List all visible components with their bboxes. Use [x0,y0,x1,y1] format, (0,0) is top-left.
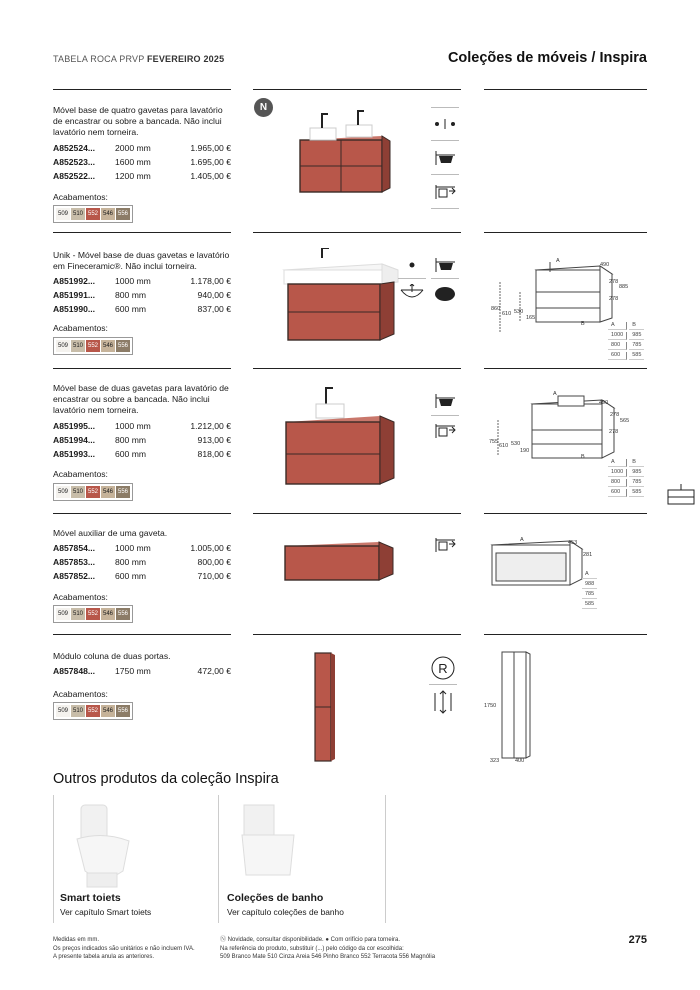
countertop-basin-icon [431,141,459,175]
product-price: 710,00 € [197,571,231,581]
footer-notes [53,936,195,962]
cell: B [629,322,644,330]
table-row [608,342,644,350]
swatch-556: 556 [116,608,130,620]
dim-610: 610 [499,443,509,449]
cell: 785 [629,342,644,350]
cell: 585 [582,601,597,609]
divider [484,232,647,233]
swatch-552: 552 [86,608,100,620]
badge-label: N [259,102,268,113]
product-code: A851993... [53,449,96,459]
product-price: 472,00 € [197,666,231,676]
footer-note: Medidas em mm. [53,937,100,943]
washbasin-icon [398,279,426,309]
swatch-510: 510 [71,208,85,220]
swatch-556: 556 [116,340,130,352]
dim-width: 323 [490,758,500,764]
product-code: A851992... [53,276,96,286]
swatch-552: 552 [86,486,100,498]
swatch-546: 546 [101,486,115,498]
table-row [53,419,231,433]
dim-depth: 490 [599,400,609,406]
cell: 1000 [608,332,627,340]
cell: 600 [608,352,627,360]
product-description: Unik - Móvel base de duas gavetas e lavatório em Fineceramic®. Não inclui torneira. [53,250,230,271]
dim-a: A [556,258,560,264]
product-description: Móvel auxiliar de uma gaveta. [53,528,168,538]
divider [484,368,647,369]
inset-basin-icon [431,175,459,209]
product-code: A852522... [53,171,96,181]
finish-swatches [53,205,133,223]
table-row [53,169,231,183]
product-code: A852523... [53,157,96,167]
table-row [608,332,644,340]
countertop-basin-icon [431,386,459,416]
product-size: 800 mm [115,557,147,567]
cell: 800 [608,479,627,487]
product-price: 1.695,00 € [190,157,231,167]
dim-a: A [520,537,524,543]
footer-note: Os preços indicados são unitários e não incluem IVA. [53,945,195,952]
cell: 600 [608,489,627,497]
cell: 785 [629,479,644,487]
divider [53,513,231,514]
swatch-552: 552 [86,340,100,352]
finishes-label: Acabamentos: [53,469,108,479]
vanity-image [282,384,412,488]
page-title: Coleções de móveis / Inspira [447,50,647,66]
finish-swatches [53,337,133,355]
product-price: 800,00 € [197,557,231,567]
feature-icons [429,651,457,719]
tap-hole-icon [398,252,426,279]
product-price: 1.005,00 € [190,543,231,553]
product-price: 837,00 € [197,304,231,314]
finish-swatches [53,702,133,720]
dim-190: 190 [520,448,530,454]
product-size: 800 mm [115,435,147,445]
divider [253,232,461,233]
svg-text:R: R [438,660,448,676]
swatch-546: 546 [101,705,115,717]
furniture-section-icon [666,484,696,506]
product-code: A852524... [53,143,96,153]
table-row [582,591,597,599]
table-row [582,571,597,579]
product-code: A851990... [53,304,96,314]
cell: A [582,571,597,579]
dim-height-total: 565 [620,418,630,424]
dim-278-top: 278 [609,279,619,285]
cell: 585 [629,489,644,497]
cell: 985 [629,469,644,477]
divider [484,89,647,90]
divider [253,368,461,369]
cell: 985 [629,332,644,340]
tap-hole-icon [431,107,459,141]
cell: 800 [608,342,627,350]
vanity-image [290,108,400,193]
page-number: 275 [628,934,647,946]
price-table [53,664,231,678]
swatch-510: 510 [71,705,85,717]
divider [253,634,461,635]
swatch-510: 510 [71,608,85,620]
product-price: 1.178,00 € [190,276,231,286]
cell: 785 [582,591,597,599]
product-description: Móvel base de quatro gavetas para lavatório de encastrar ou sobre a bancada. Não inclui lavatório nem torneira. [53,105,223,137]
feature-icons-b [431,252,459,309]
product-code: A857854... [53,543,96,553]
swatch-510: 510 [71,340,85,352]
product-size: 800 mm [115,290,147,300]
dim-610: 610 [502,311,512,317]
column-unit-image [313,651,337,763]
dim-755: 755 [489,439,499,445]
product-code: A851995... [53,421,96,431]
divider [484,634,647,635]
divider [253,89,461,90]
product-code: A851991... [53,290,96,300]
price-table [53,541,231,583]
dim-b: B [581,321,585,327]
divider [53,368,231,369]
table-row [53,555,231,569]
product-size: 1750 mm [115,666,151,676]
product-size: 1200 mm [115,171,151,181]
product-price: 818,00 € [197,449,231,459]
product-price: 1.405,00 € [190,171,231,181]
product-price: 1.212,00 € [190,421,231,431]
dimension-table [606,457,646,499]
divider [484,513,647,514]
finishes-label: Acabamentos: [53,689,108,699]
product-size: 2000 mm [115,143,151,153]
dim-278-bottom: 278 [609,296,619,302]
table-row [608,479,644,487]
feature-icons [431,107,459,209]
product-size: 1000 mm [115,421,151,431]
product-size: 1600 mm [115,157,151,167]
swatch-552: 552 [86,208,100,220]
swatch-556: 556 [116,486,130,498]
swatch-546: 546 [101,340,115,352]
product-price: 913,00 € [197,435,231,445]
legend-line: Ⓝ Novidade, consultar disponibilidade. ● Com orifício para torneira. [220,937,401,943]
reversible-icon [429,651,457,685]
card-title: Coleções de banho [227,892,324,904]
dim-860: 860 [491,306,501,312]
swatch-509: 509 [56,486,70,498]
dimension-table [580,569,599,611]
divider [253,513,461,514]
feature-icons-a [398,252,426,309]
toilet-image [238,801,298,891]
product-description: Móvel base de duas gavetas para lavatório de encastrar ou sobre a bancada. Não inclui lavatório nem torneira. [53,383,229,415]
dim-165: 165 [526,315,536,321]
header-left [53,54,224,64]
finishes-label: Acabamentos: [53,192,108,202]
dimension-table [606,320,646,362]
table-row [53,274,231,288]
toilet-image [73,801,133,891]
dim-a: A [553,391,557,397]
dim-height-total: 885 [619,284,629,290]
table-row [608,469,644,477]
table-row [53,288,231,302]
table-row [53,302,231,316]
cell: 988 [582,581,597,589]
auxiliary-unit-image [283,538,398,583]
dim-depth: 400 [515,758,525,764]
table-row [582,601,597,609]
dim-530: 530 [511,441,521,447]
product-code: A857853... [53,557,96,567]
header-date: FEVEREIRO 2025 [146,54,225,64]
footer-note: A presente tabela anula as anteriores. [53,954,155,960]
swatch-556: 556 [116,705,130,717]
price-table [53,141,231,183]
table-row [53,141,231,155]
card-left-border [53,795,54,923]
depth-icon [431,279,459,309]
technical-drawing [496,648,536,763]
card-subtitle: Ver capítulo coleções de banho [227,907,344,917]
table-row [608,322,644,330]
dim-530: 530 [514,309,524,315]
product-card-smart-toilets[interactable] [53,795,219,923]
product-size: 600 mm [115,304,147,314]
swatch-510: 510 [71,486,85,498]
finish-swatches [53,605,133,623]
header-prefix: TABELA ROCA PRVP [53,54,145,64]
price-table [53,419,231,461]
divider [53,232,231,233]
price-table [53,274,231,316]
dim-depth: 453 [568,540,578,546]
table-row [53,433,231,447]
legend-line: Na referência do produto, substituir (...) pelo código da cor escolhida: [220,945,404,952]
finish-swatches [53,483,133,501]
finishes-label: Acabamentos: [53,323,108,333]
height-icon [429,685,457,719]
divider [53,89,231,90]
table-row [582,581,597,589]
card-subtitle: Ver capítulo Smart toiets [60,907,152,917]
swatch-556: 556 [116,208,130,220]
table-row [608,459,644,467]
swatch-509: 509 [56,208,70,220]
product-size: 1000 mm [115,543,151,553]
vanity-image [282,248,412,343]
table-row [608,352,644,360]
table-row [53,541,231,555]
dim-height: 281 [583,552,593,558]
dim-278-bottom: 278 [609,429,619,435]
legend-line: 509 Branco Mate 510 Cinza Areia 546 Pinho Branco 552 Terracota 556 Magnólia [220,954,436,960]
feature-icons [431,531,459,559]
product-code: A851994... [53,435,96,445]
product-size: 600 mm [115,571,147,581]
product-price: 1.965,00 € [190,143,231,153]
finishes-label: Acabamentos: [53,592,108,602]
dim-b: B [581,454,585,460]
cell: 585 [629,352,644,360]
dim-height: 1750 [484,703,497,709]
feature-icons [431,386,459,446]
table-row [53,664,231,678]
table-row [608,489,644,497]
product-code: A857852... [53,571,96,581]
cell: 1000 [608,469,627,477]
dim-278-top: 278 [610,412,620,418]
countertop-basin-icon [431,252,459,279]
swatch-546: 546 [101,208,115,220]
footer-legend [220,936,435,962]
product-price: 940,00 € [197,290,231,300]
table-row [53,569,231,583]
product-code: A857848... [53,666,96,676]
divider [53,634,231,635]
swatch-552: 552 [86,705,100,717]
product-card-bath-collections[interactable] [220,795,386,923]
dim-depth: 490 [600,262,610,268]
table-row [53,155,231,169]
product-size: 600 mm [115,449,147,459]
cell: A [608,322,627,330]
product-size: 1000 mm [115,276,151,286]
cell: B [629,459,644,467]
table-row [53,447,231,461]
swatch-509: 509 [56,608,70,620]
swatch-509: 509 [56,340,70,352]
other-products-title: Outros produtos da coleção Inspira [53,771,279,787]
inset-basin-icon [431,416,459,446]
inset-basin-icon [431,531,459,559]
new-badge [254,98,273,117]
card-title: Smart toiets [60,892,121,904]
swatch-546: 546 [101,608,115,620]
product-description: Módulo coluna de duas portas. [53,651,171,661]
swatch-509: 509 [56,705,70,717]
cell: A [608,459,627,467]
